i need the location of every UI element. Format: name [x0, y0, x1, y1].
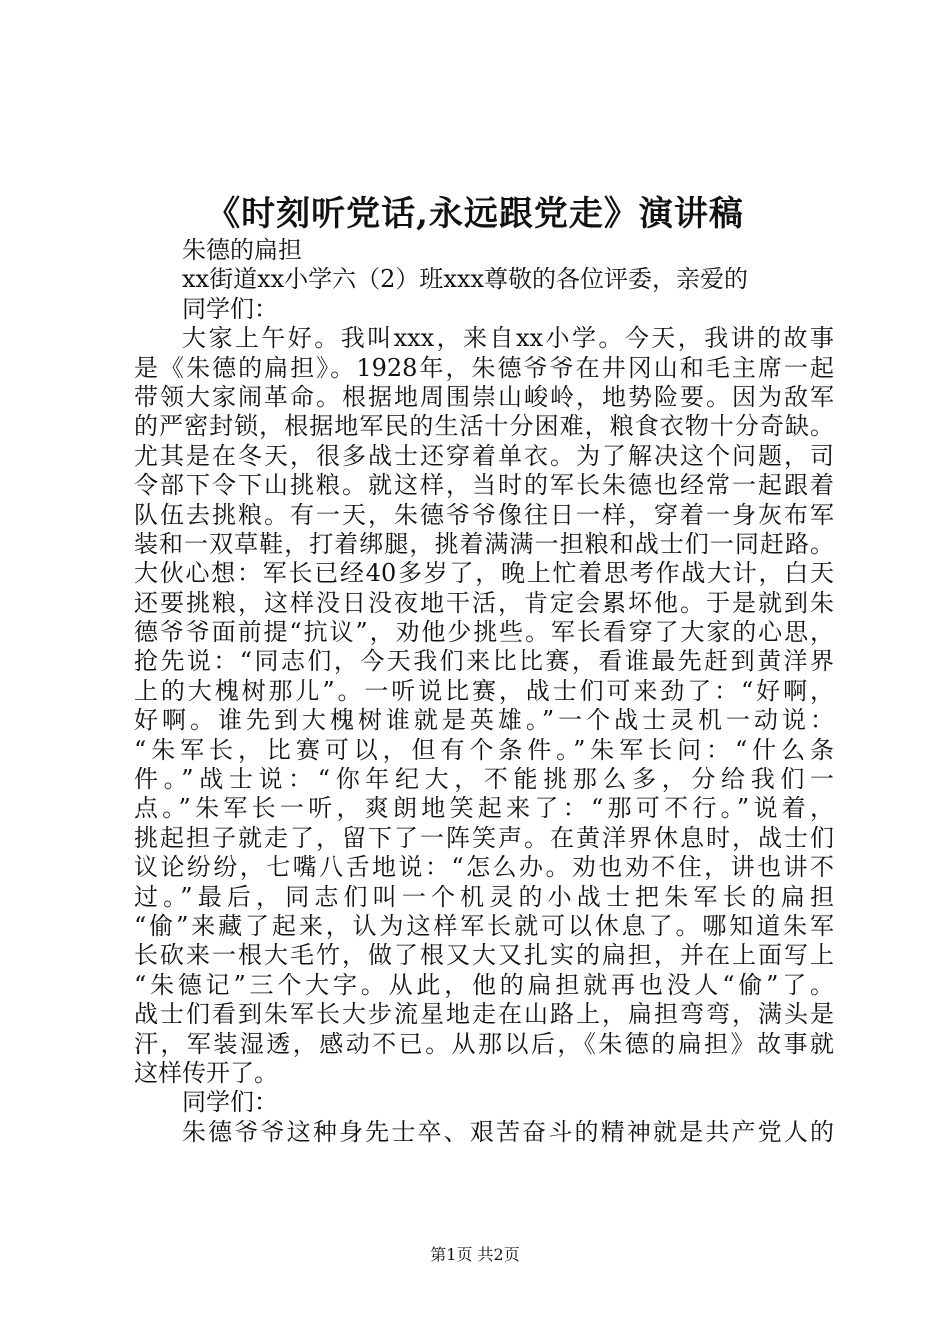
text-line: 长砍来一根大毛竹，做了根又大又扎实的扁担，并在上面写上 [134, 941, 834, 970]
text-line: 队伍去挑粮。有一天，朱德爷爷像往日一样，穿着一身灰布军 [134, 500, 834, 529]
text-line: 上的大槐树那儿”。一听说比赛，战士们可来劲了：“好啊， [134, 676, 834, 705]
text-line: 这样传开了。 [134, 1058, 278, 1087]
text-line: 朱德爷爷这种身先士卒、艰苦奋斗的精神就是共产党人的 [182, 1117, 834, 1146]
text-line: 抢先说：“同志们，今天我们来比比赛，看谁最先赶到黄洋界 [134, 647, 834, 676]
text-line: 过。”最后，同志们叫一个机灵的小战士把朱军长的扁担 [134, 882, 834, 911]
text-line: 同学们： [182, 1088, 278, 1117]
text-line: “偷”来藏了起来，认为这样军长就可以休息了。哪知道朱军 [134, 911, 834, 940]
text-line: 战士们看到朱军长大步流星地走在山路上，扁担弯弯，满头是 [134, 1000, 834, 1029]
page-footer: 第1页 共2页 [430, 1245, 520, 1264]
text-line: 大伙心想：军长已经40多岁了，晚上忙着思考作战大计，白天 [134, 559, 834, 588]
text-line: 点。”朱军长一听，爽朗地笑起来了：“那可不行。”说着， [134, 794, 834, 823]
text-line: xx街道xx小学六（2）班xxx尊敬的各位评委，亲爱的 [182, 265, 749, 294]
text-line: 大家上午好。我叫xxx，来自xx小学。今天，我讲的故事 [182, 324, 834, 353]
text-line: 装和一双草鞋，打着绑腿，挑着满满一担粮和战士们一同赶路。 [134, 529, 834, 558]
text-line: 德爷爷面前提“抗议”，劝他少挑些。军长看穿了大家的心思， [134, 618, 834, 647]
text-line: 议论纷纷，七嘴八舌地说：“怎么办。劝也劝不住，讲也讲不 [134, 853, 834, 882]
text-line: “朱军长，比赛可以，但有个条件。”朱军长问：“什么条 [134, 735, 834, 764]
text-line: 是《朱德的扁担》。1928年，朱德爷爷在井冈山和毛主席一起 [134, 353, 834, 382]
text-line: 还要挑粮，这样没日没夜地干活，肯定会累坏他。于是就到朱 [134, 588, 834, 617]
text-line: 好啊。谁先到大槐树谁就是英雄。”一个战士灵机一动说： [134, 706, 834, 735]
text-line: 的严密封锁，根据地军民的生活十分困难，粮食衣物十分奇缺。 [134, 412, 834, 441]
text-line: 尤其是在冬天，很多战士还穿着单衣。为了解决这个问题，司 [134, 441, 834, 470]
text-line: 令部下令下山挑粮。就这样，当时的军长朱德也经常一起跟着 [134, 471, 834, 500]
text-line: 同学们： [182, 294, 278, 323]
text-line: 带领大家闹革命。根据地周围崇山峻岭，地势险要。因为敌军 [134, 382, 834, 411]
document-title: 《时刻听党话,永远跟党走》演讲稿 [206, 194, 744, 234]
text-line: “朱德记”三个大字。从此，他的扁担就再也没人“偷”了。 [134, 970, 834, 999]
text-line: 朱德的扁担 [182, 236, 302, 264]
text-line: 汗，军装湿透，感动不已。从那以后，《朱德的扁担》故事就 [134, 1029, 834, 1058]
text-line: 挑起担子就走了，留下了一阵笑声。在黄洋界休息时，战士们 [134, 823, 834, 852]
document-body [134, 236, 834, 1147]
text-line: 件。”战士说：“你年纪大，不能挑那么多，分给我们一 [134, 765, 834, 794]
